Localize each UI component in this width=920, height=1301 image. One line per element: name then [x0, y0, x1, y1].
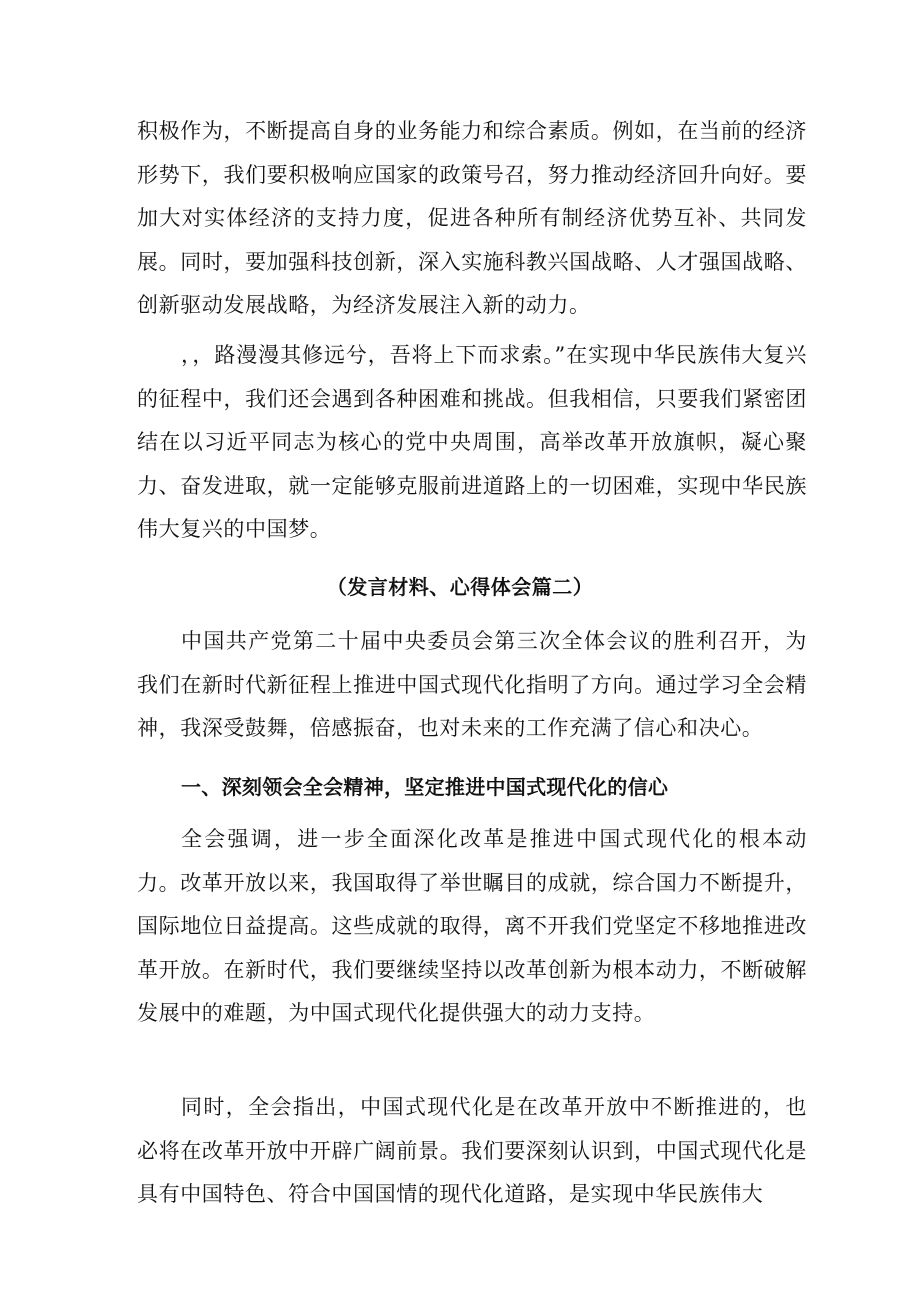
- paragraph-body: 全会强调，进一步全面深化改革是推进中国式现代化的根本动力。改革开放以来，我国取得了举世瞩目的成就，综合国力不断提升，国际地位日益提高。这些成就的取得，离不开我们党坚定不移地推进改革开放。在新时代，我们要继续坚持以改革创新为根本动力，不断破解发展中的难题，为中国式现代化提供强大的动力支持。: [137, 827, 807, 1026]
- section-heading: 一、深刻领会全会精神，坚定推进中国式现代化的信心: [181, 775, 669, 799]
- section-title: （发言材料、心得体会篇二）: [326, 575, 594, 599]
- paragraph-continued: 积极作为，不断提高自身的业务能力和综合素质。例如，在当前的经济形势下，我们要积极响应国家的政策号召，努力推动经济回升向好。要加大对实体经济的支持力度，促进各种所有制经济优势互补、共同发展。同时，要加强科技创新，深入实施科教兴国战略、人才强国战略、创新驱动发展战略，为经济发展注入新的动力。: [137, 119, 807, 318]
- paragraph-body: 同时，全会指出，中国式现代化是在改革开放中不断推进的，也必将在改革开放中开辟广阔前景。我们要深刻认识到，中国式现代化是具有中国特色、符合中国国情的现代化道路，是实现中华民族伟大: [137, 1095, 807, 1207]
- paragraph-intro: 中国共产党第二十届中央委员会第三次全体会议的胜利召开，为我们在新时代新征程上推进中国式现代化指明了方向。通过学习全会精神，我深受鼓舞，倍感振奋，也对未来的工作充满了信心和决心。: [137, 629, 807, 741]
- paragraph-quote: ，，路漫漫其修远兮，吾将上下而求索。”在实现中华民族伟大复兴的征程中，我们还会遇到各种困难和挑战。但我相信，只要我们紧密团结在以习近平同志为核心的党中央周围，高举改革开放旗帜，凝心聚力、奋发进取，就一定能够克服前进道路上的一切困难，实现中华民族伟大复兴的中国梦。: [137, 343, 807, 542]
